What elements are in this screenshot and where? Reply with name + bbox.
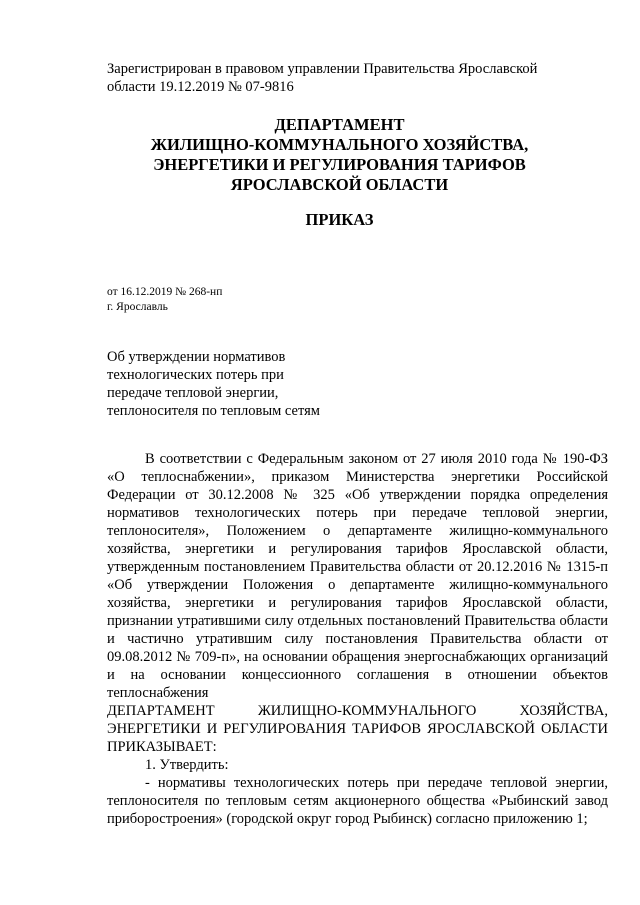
- order-date-block: [107, 285, 222, 315]
- preamble-paragraph: В соответствии с Федеральным законом от 27 июля 2010 года № 190-ФЗ «О теплоснабжении», приказом Министерства энергетики Российской Федерации от 30.12.2008 № 325 «Об утверждении порядка определения нормативов технологических потерь при передаче тепловой энергии, теплоносителя», Положением о департаменте жилищно-коммунального хозяйства, энергетики и регулирования тарифов Ярославской области, утвержденным постановлением Правительства области от 20.12.2016 № 1315-п «Об утверждении Положения о департаменте жилищно-коммунального хозяйства, энергетики и регулирования тарифов Ярославской области, признании утратившими силу отдельных постановлений Правительства области и частично утратившим силу постановления Правительства области от 09.08.2012 № 709-п», на основании обращения энергоснабжающих организаций и на основании концессионного соглашения в отношении объектов теплоснабжения: [107, 451, 608, 701]
- department-heading: [107, 115, 572, 195]
- order-subject: [107, 348, 320, 420]
- decree-paragraph: ДЕПАРТАМЕНТ ЖИЛИЩНО-КОММУНАЛЬНОГО ХОЗЯЙСТВА, ЭНЕРГЕТИКИ И РЕГУЛИРОВАНИЯ ТАРИФОВ ЯРОСЛАВСКОЙ ОБЛАСТИ ПРИКАЗЫВАЕТ:: [107, 703, 608, 755]
- department-line-2: ЖИЛИЩНО-КОММУНАЛЬНОГО ХОЗЯЙСТВА,: [150, 135, 529, 154]
- order-city: г. Ярославль: [107, 301, 168, 313]
- subject-line-2: технологических потерь при: [107, 367, 284, 383]
- department-line-1: ДЕПАРТАМЕНТ: [274, 115, 405, 134]
- subject-line-4: теплоносителя по тепловым сетям: [107, 403, 320, 419]
- registration-line-2: области 19.12.2019 № 07-9816: [107, 79, 294, 95]
- department-line-4: ЯРОСЛАВСКОЙ ОБЛАСТИ: [230, 175, 449, 194]
- document-type-title: ПРИКАЗ: [305, 210, 374, 229]
- registration-note: [107, 60, 577, 96]
- order-body: [107, 450, 608, 828]
- order-date-number: от 16.12.2019 № 268-нп: [107, 286, 223, 298]
- subject-line-3: передаче тепловой энергии,: [107, 385, 279, 401]
- item-1-1-paragraph: - нормативы технологических потерь при передаче тепловой энергии, теплоносителя по тепловым сетям акционерного общества «Рыбинский завод приборостроения» (городской округ город Рыбинск) согласно приложению 1;: [107, 775, 608, 827]
- subject-line-1: Об утверждении нормативов: [107, 349, 286, 365]
- item-1-paragraph: 1. Утвердить:: [145, 757, 229, 773]
- department-line-3: ЭНЕРГЕТИКИ И РЕГУЛИРОВАНИЯ ТАРИФОВ: [153, 155, 526, 174]
- registration-line-1: Зарегистрирован в правовом управлении Правительства Ярославской: [107, 61, 538, 77]
